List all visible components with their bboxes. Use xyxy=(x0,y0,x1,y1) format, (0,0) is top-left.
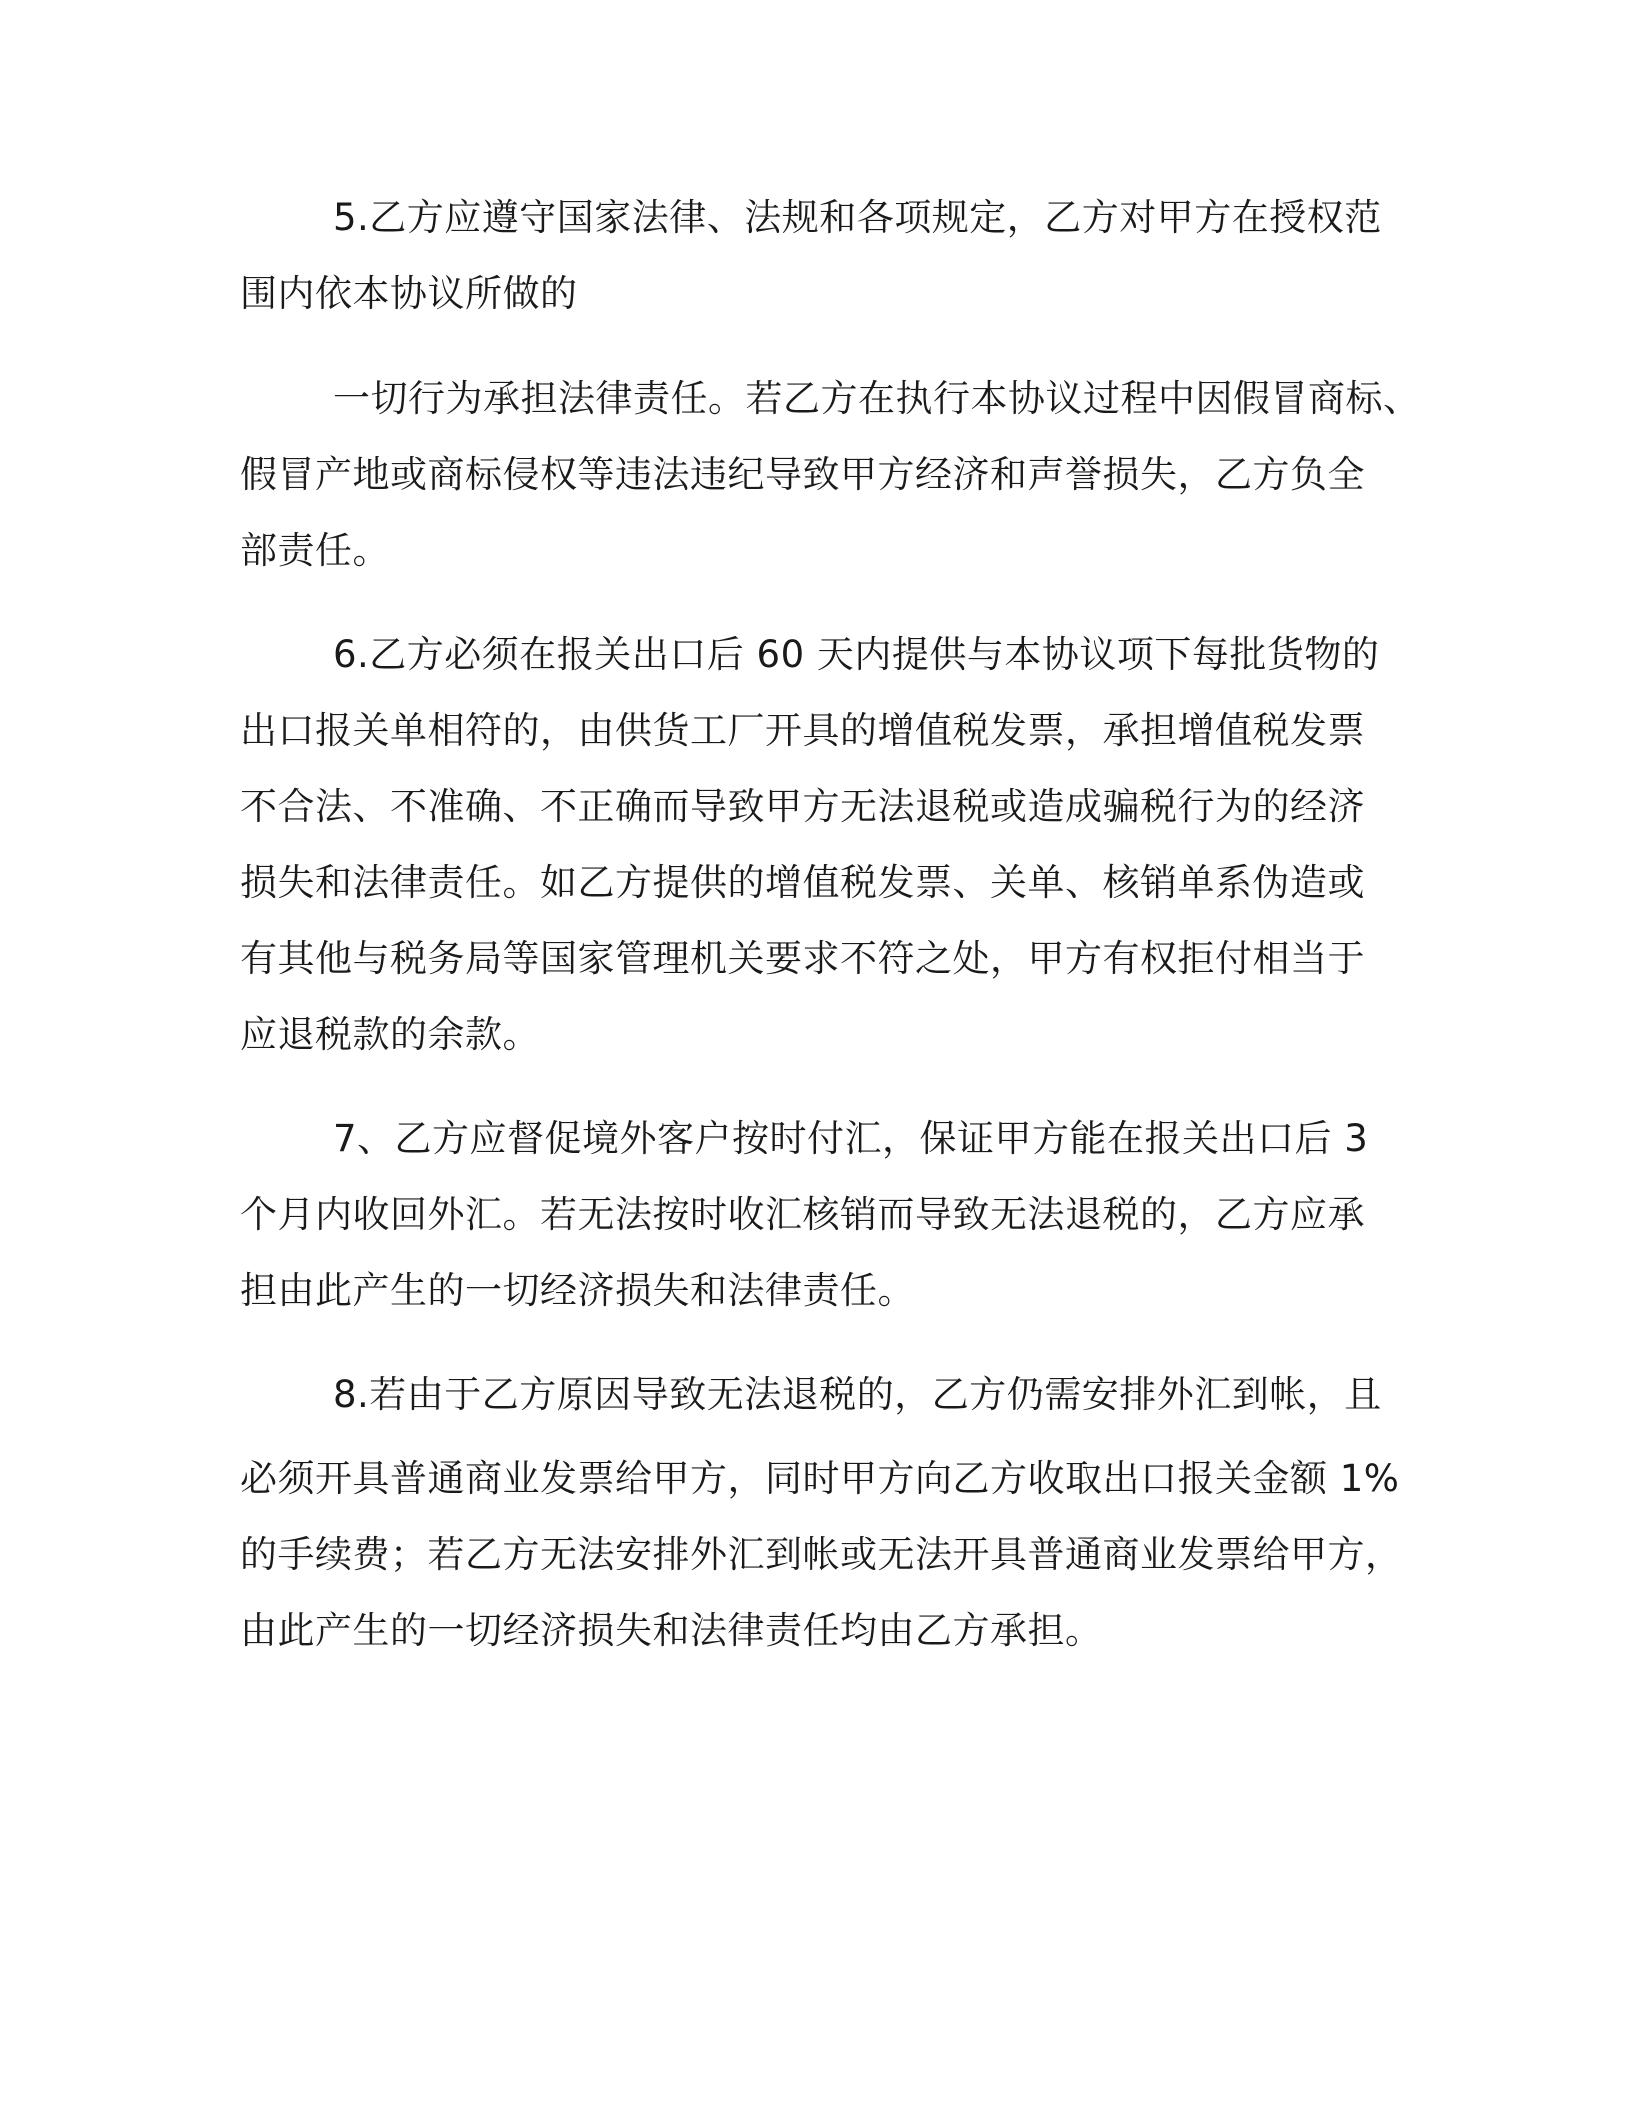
paragraph-7-line-3: 担由此产生的一切经济损失和法律责任。 xyxy=(240,1269,915,1312)
paragraph-7-line-2: 个月内收回外汇。若无法按时收汇核销而导致无法退税的，乙方应承 xyxy=(240,1193,1365,1236)
paragraph-5b-line-1: 一切行为承担法律责任。若乙方在执行本协议过程中因假冒商标、 xyxy=(333,377,1421,420)
paragraph-5-line-2: 围内依本协议所做的 xyxy=(240,272,578,315)
paragraph-6-line-1: 6.乙方必须在报关出口后 60 天内提供与本协议项下每批货物的 xyxy=(333,633,1380,676)
paragraph-8-line-4: 由此产生的一切经济损失和法律责任均由乙方承担。 xyxy=(240,1609,1103,1652)
paragraph-5b-line-3: 部责任。 xyxy=(240,529,390,572)
paragraph-8-line-3: 的手续费；若乙方无法安排外汇到帐或无法开具普通商业发票给甲方， xyxy=(240,1533,1403,1576)
paragraph-8-line-2: 必须开具普通商业发票给甲方，同时甲方向乙方收取出口报关金额 1% xyxy=(240,1457,1400,1500)
paragraph-6-line-4: 损失和法律责任。如乙方提供的增值税发票、关单、核销单系伪造或 xyxy=(240,861,1365,904)
paragraph-6-line-3: 不合法、不准确、不正确而导致甲方无法退税或造成骗税行为的经济 xyxy=(240,785,1365,828)
paragraph-6-line-2: 出口报关单相符的，由供货工厂开具的增值税发票，承担增值税发票 xyxy=(240,709,1365,752)
paragraph-6-line-6: 应退税款的余款。 xyxy=(240,1013,540,1056)
paragraph-5b-line-2: 假冒产地或商标侵权等违法违纪导致甲方经济和声誉损失，乙方负全 xyxy=(240,453,1365,496)
paragraph-5-line-1: 5.乙方应遵守国家法律、法规和各项规定，乙方对甲方在授权范 xyxy=(333,196,1382,239)
paragraph-6-line-5: 有其他与税务局等国家管理机关要求不符之处，甲方有权拒付相当于 xyxy=(240,937,1365,980)
paragraph-8-line-1: 8.若由于乙方原因导致无法退税的，乙方仍需安排外汇到帐，且 xyxy=(333,1373,1382,1416)
paragraph-7-line-1: 7、乙方应督促境外客户按时付汇，保证甲方能在报关出口后 3 xyxy=(333,1117,1369,1160)
